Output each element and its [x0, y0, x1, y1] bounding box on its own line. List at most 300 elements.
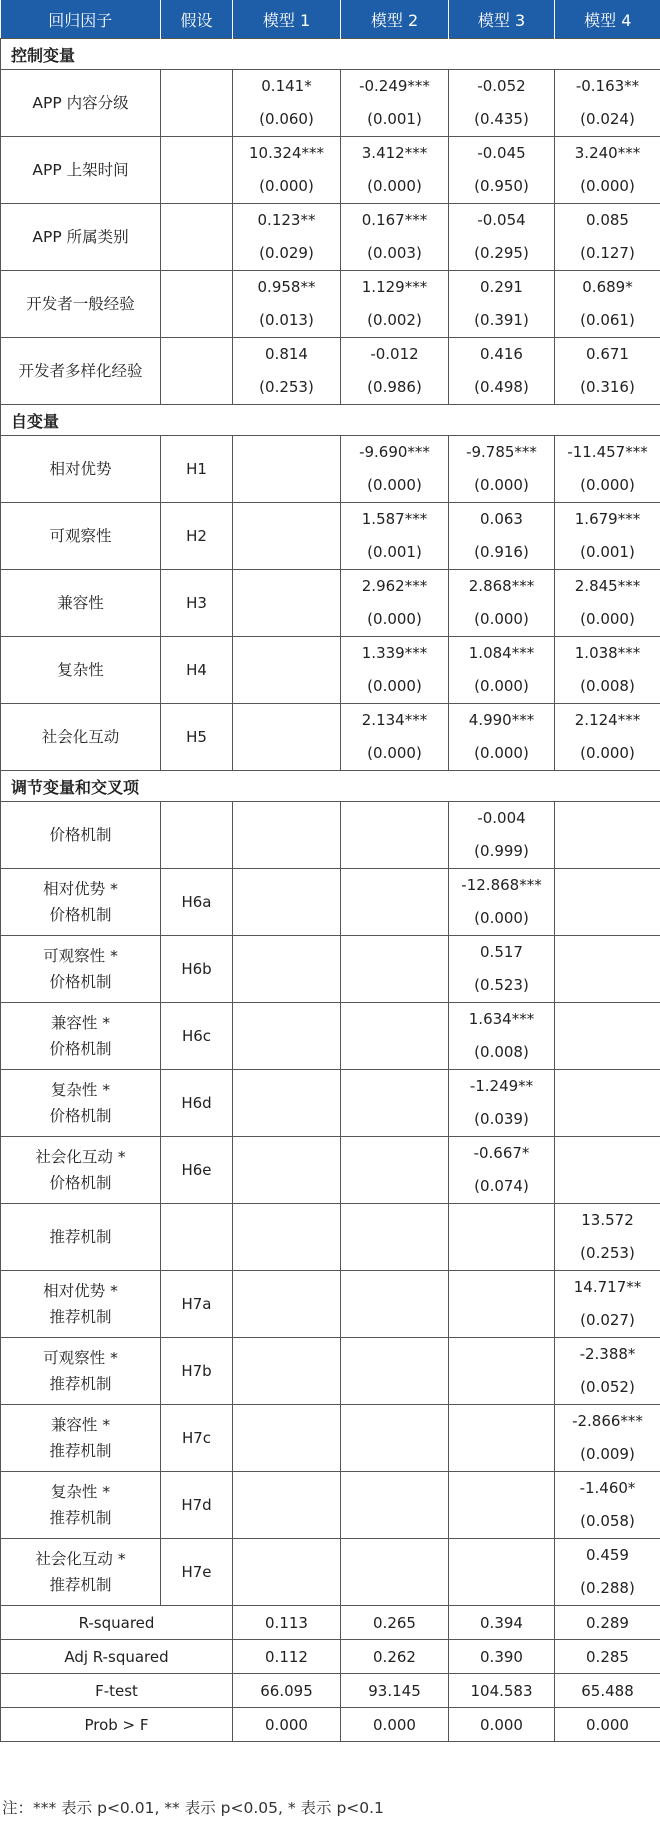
factor-label — [1, 1338, 161, 1405]
p-value: (0.000) — [367, 476, 422, 494]
model-4-cell — [555, 802, 660, 869]
coef-pair — [555, 704, 660, 770]
model-4-cell — [555, 70, 660, 137]
factor-label — [1, 204, 161, 271]
p-value: (0.435) — [474, 110, 529, 128]
coefficient: 2.845*** — [574, 577, 641, 595]
model-3-cell — [449, 1338, 555, 1405]
stat-row — [1, 1674, 660, 1708]
model-2-cell — [341, 936, 449, 1003]
coefficient: -0.163** — [575, 77, 640, 95]
coef-pair — [449, 869, 554, 935]
header-row — [1, 0, 660, 39]
p-value: (0.052) — [580, 1378, 635, 1396]
coefficient: 0.141* — [261, 77, 312, 95]
model-4-cell — [555, 637, 660, 704]
model-3-cell — [449, 570, 555, 637]
header-hypothesis: 假设 — [161, 0, 233, 39]
factor-label — [1, 503, 161, 570]
coef-pair — [555, 436, 660, 502]
coef-pair — [449, 271, 554, 337]
model-3-cell — [449, 704, 555, 771]
coef-pair — [341, 436, 448, 502]
footnote: 注：*** 表示 p<0.01, ** 表示 p<0.05, * 表示 p<0.1 — [2, 1799, 384, 1817]
coefficient: 0.689* — [582, 278, 633, 296]
p-value: (0.950) — [474, 177, 529, 195]
coef-pair — [233, 137, 340, 203]
coefficient: 0.671 — [586, 345, 629, 363]
coefficient: 0.814 — [265, 345, 308, 363]
coefficient: 1.679*** — [574, 510, 641, 528]
factor-label-line: 复杂性 * — [50, 1483, 111, 1501]
model-3-cell — [449, 204, 555, 271]
p-value: (0.986) — [367, 378, 422, 396]
hypothesis-cell: H7b — [161, 1338, 233, 1405]
coef-pair — [555, 570, 660, 636]
factor-label — [1, 1405, 161, 1472]
p-value: (0.039) — [474, 1110, 529, 1128]
p-value: (0.316) — [580, 378, 635, 396]
model-1-cell — [233, 869, 341, 936]
header-model-2: 模型 2 — [341, 0, 449, 39]
model-4-cell — [555, 1003, 660, 1070]
factor-label-line: 复杂性 * — [50, 1081, 111, 1099]
table-row — [1, 570, 660, 637]
p-value: (0.029) — [259, 244, 314, 262]
table-row — [1, 338, 660, 405]
p-value: (0.000) — [474, 909, 529, 927]
factor-label — [1, 704, 161, 771]
stat-value-model-1: 0.112 — [233, 1640, 341, 1674]
model-3-cell — [449, 1070, 555, 1137]
p-value: (0.000) — [367, 677, 422, 695]
p-value: (0.916) — [474, 543, 529, 561]
model-4-cell — [555, 704, 660, 771]
model-4-cell — [555, 338, 660, 405]
model-4-cell — [555, 1204, 660, 1271]
hypothesis-cell — [161, 271, 233, 338]
coef-pair — [449, 1070, 554, 1136]
model-3-cell — [449, 802, 555, 869]
stat-row — [1, 1606, 660, 1640]
model-3-cell — [449, 338, 555, 405]
model-1-cell — [233, 936, 341, 1003]
coef-pair — [555, 1472, 660, 1538]
model-3-cell — [449, 1472, 555, 1539]
section-title: 调节变量和交叉项 — [1, 771, 660, 802]
table-row — [1, 1539, 660, 1606]
factor-label — [1, 1271, 161, 1338]
model-2-cell — [341, 637, 449, 704]
coef-pair — [555, 204, 660, 270]
coefficient: 0.291 — [480, 278, 523, 296]
table-row — [1, 137, 660, 204]
model-1-cell — [233, 802, 341, 869]
factor-label — [1, 137, 161, 204]
hypothesis-cell: H7c — [161, 1405, 233, 1472]
factor-label-line: 开发者一般经验 — [26, 295, 135, 313]
table-row — [1, 1271, 660, 1338]
factor-label-line: 价格机制 — [49, 1107, 112, 1125]
header-factor: 回归因子 — [1, 0, 161, 39]
hypothesis-cell — [161, 338, 233, 405]
model-2-cell — [341, 1338, 449, 1405]
model-4-cell — [555, 1137, 660, 1204]
model-1-cell — [233, 1338, 341, 1405]
stat-value-model-2: 93.145 — [341, 1674, 449, 1708]
model-4-cell — [555, 1338, 660, 1405]
p-value: (0.003) — [367, 244, 422, 262]
factor-label — [1, 637, 161, 704]
coefficient: -11.457*** — [567, 443, 648, 461]
coefficient: 1.084*** — [468, 644, 535, 662]
model-3-cell — [449, 637, 555, 704]
p-value: (0.000) — [367, 610, 422, 628]
factor-label — [1, 1204, 161, 1271]
model-2-cell — [341, 1003, 449, 1070]
factor-label-line: 兼容性 * — [50, 1014, 111, 1032]
model-2-cell — [341, 436, 449, 503]
model-3-cell — [449, 1271, 555, 1338]
coefficient: 2.868*** — [468, 577, 535, 595]
p-value: (0.253) — [580, 1244, 635, 1262]
coefficient: -0.054 — [477, 211, 526, 229]
stat-value-model-1: 0.000 — [233, 1708, 341, 1742]
model-1-cell — [233, 570, 341, 637]
p-value: (0.000) — [580, 476, 635, 494]
model-4-cell — [555, 137, 660, 204]
coefficient: 0.063 — [480, 510, 523, 528]
table-row — [1, 436, 660, 503]
p-value: (0.000) — [580, 177, 635, 195]
factor-label-line: 复杂性 — [57, 661, 104, 679]
table-row — [1, 1204, 660, 1271]
factor-label-line: APP 上架时间 — [32, 161, 129, 179]
hypothesis-cell — [161, 802, 233, 869]
stat-value-model-3: 0.000 — [449, 1708, 555, 1742]
factor-label — [1, 570, 161, 637]
factor-label-line: 社会化互动 * — [35, 1550, 126, 1568]
p-value: (0.061) — [580, 311, 635, 329]
coef-pair — [555, 1338, 660, 1404]
p-value: (0.001) — [580, 543, 635, 561]
model-1-cell — [233, 704, 341, 771]
coef-pair — [233, 338, 340, 404]
factor-label-line: 社会化互动 * — [35, 1148, 126, 1166]
stat-row — [1, 1640, 660, 1674]
model-2-cell — [341, 70, 449, 137]
table-row — [1, 869, 660, 936]
coef-pair — [555, 271, 660, 337]
model-1-cell — [233, 137, 341, 204]
hypothesis-cell: H6d — [161, 1070, 233, 1137]
coef-pair — [449, 704, 554, 770]
coef-pair — [449, 570, 554, 636]
stat-label: F-test — [1, 1674, 233, 1708]
coef-pair — [233, 70, 340, 136]
coef-pair — [449, 1003, 554, 1069]
p-value: (0.001) — [367, 543, 422, 561]
coefficient: -9.690*** — [359, 443, 430, 461]
stat-value-model-4: 65.488 — [555, 1674, 660, 1708]
coefficient: 13.572 — [581, 1211, 634, 1229]
hypothesis-cell: H4 — [161, 637, 233, 704]
p-value: (0.024) — [580, 110, 635, 128]
table-row — [1, 936, 660, 1003]
coefficient: -9.785*** — [466, 443, 537, 461]
p-value: (0.000) — [367, 744, 422, 762]
factor-label-line: 兼容性 * — [50, 1416, 111, 1434]
table-row — [1, 70, 660, 137]
model-2-cell — [341, 869, 449, 936]
p-value: (0.002) — [367, 311, 422, 329]
factor-label — [1, 436, 161, 503]
hypothesis-cell: H6e — [161, 1137, 233, 1204]
p-value: (0.127) — [580, 244, 635, 262]
header-model-4: 模型 4 — [555, 0, 660, 39]
coefficient: -0.012 — [370, 345, 419, 363]
section-row — [1, 39, 660, 70]
p-value: (0.000) — [474, 744, 529, 762]
model-4-cell — [555, 936, 660, 1003]
coef-pair — [449, 70, 554, 136]
model-1-cell — [233, 1070, 341, 1137]
factor-label-line: 可观察性 * — [43, 1349, 118, 1367]
coefficient: 0.958** — [257, 278, 316, 296]
table-body — [1, 39, 660, 1742]
model-4-cell — [555, 503, 660, 570]
table-row — [1, 1137, 660, 1204]
factor-label — [1, 1003, 161, 1070]
model-2-cell — [341, 1472, 449, 1539]
coef-pair — [555, 503, 660, 569]
table-row — [1, 637, 660, 704]
p-value: (0.000) — [580, 610, 635, 628]
factor-label-line: 价格机制 — [49, 826, 112, 844]
hypothesis-cell — [161, 137, 233, 204]
model-3-cell — [449, 137, 555, 204]
coef-pair — [341, 137, 448, 203]
model-2-cell — [341, 704, 449, 771]
model-1-cell — [233, 271, 341, 338]
coef-pair — [555, 637, 660, 703]
coefficient: 10.324*** — [249, 144, 324, 162]
coef-pair — [555, 70, 660, 136]
hypothesis-cell: H6c — [161, 1003, 233, 1070]
model-4-cell — [555, 204, 660, 271]
coefficient: 3.240*** — [574, 144, 641, 162]
p-value: (0.498) — [474, 378, 529, 396]
coef-pair — [341, 338, 448, 404]
coef-pair — [341, 271, 448, 337]
stat-value-model-1: 0.113 — [233, 1606, 341, 1640]
model-2-cell — [341, 137, 449, 204]
model-3-cell — [449, 1405, 555, 1472]
coefficient: 14.717** — [573, 1278, 642, 1296]
model-1-cell — [233, 1003, 341, 1070]
p-value: (0.000) — [580, 744, 635, 762]
factor-label-line: 推荐机制 — [49, 1576, 112, 1594]
coefficient: 1.634*** — [468, 1010, 535, 1028]
factor-label-line: 推荐机制 — [49, 1375, 112, 1393]
stat-value-model-4: 0.285 — [555, 1640, 660, 1674]
hypothesis-cell: H2 — [161, 503, 233, 570]
stat-value-model-1: 66.095 — [233, 1674, 341, 1708]
model-3-cell — [449, 1204, 555, 1271]
coefficient: -0.004 — [477, 809, 526, 827]
coef-pair — [555, 1271, 660, 1337]
section-title: 控制变量 — [1, 39, 660, 70]
model-4-cell — [555, 436, 660, 503]
p-value: (0.027) — [580, 1311, 635, 1329]
coefficient: 4.990*** — [468, 711, 535, 729]
coef-pair — [341, 570, 448, 636]
model-4-cell — [555, 271, 660, 338]
model-2-cell — [341, 1405, 449, 1472]
factor-label-line: 相对优势 * — [43, 1282, 118, 1300]
model-1-cell — [233, 338, 341, 405]
coef-pair — [449, 137, 554, 203]
coefficient: 0.416 — [480, 345, 523, 363]
model-3-cell — [449, 70, 555, 137]
factor-label-line: 价格机制 — [49, 1174, 112, 1192]
model-2-cell — [341, 1070, 449, 1137]
model-4-cell — [555, 1472, 660, 1539]
hypothesis-cell: H5 — [161, 704, 233, 771]
model-1-cell — [233, 70, 341, 137]
hypothesis-cell: H6b — [161, 936, 233, 1003]
factor-label-line: 可观察性 * — [43, 947, 118, 965]
coefficient: 0.085 — [586, 211, 629, 229]
stat-value-model-2: 0.000 — [341, 1708, 449, 1742]
stat-value-model-2: 0.265 — [341, 1606, 449, 1640]
factor-label-line: 价格机制 — [49, 973, 112, 991]
coefficient: -1.460* — [579, 1479, 636, 1497]
p-value: (0.523) — [474, 976, 529, 994]
factor-label-line: 推荐机制 — [49, 1228, 112, 1246]
coef-pair — [233, 271, 340, 337]
model-2-cell — [341, 338, 449, 405]
coefficient: 0.123** — [257, 211, 316, 229]
coefficient: -2.388* — [579, 1345, 636, 1363]
p-value: (0.288) — [580, 1579, 635, 1597]
table-row — [1, 1070, 660, 1137]
section-row — [1, 771, 660, 802]
model-3-cell — [449, 936, 555, 1003]
coef-pair — [449, 637, 554, 703]
factor-label — [1, 338, 161, 405]
p-value: (0.000) — [259, 177, 314, 195]
coefficient: 3.412*** — [361, 144, 428, 162]
table-row — [1, 1405, 660, 1472]
hypothesis-cell — [161, 204, 233, 271]
factor-label — [1, 1539, 161, 1606]
model-3-cell — [449, 503, 555, 570]
coefficient: 1.038*** — [574, 644, 641, 662]
coef-pair — [341, 704, 448, 770]
stat-value-model-4: 0.289 — [555, 1606, 660, 1640]
stat-value-model-3: 0.390 — [449, 1640, 555, 1674]
stat-label: R-squared — [1, 1606, 233, 1640]
hypothesis-cell — [161, 1204, 233, 1271]
p-value: (0.295) — [474, 244, 529, 262]
factor-label — [1, 1137, 161, 1204]
model-1-cell — [233, 1472, 341, 1539]
model-4-cell — [555, 1539, 660, 1606]
hypothesis-cell: H3 — [161, 570, 233, 637]
coefficient: -1.249** — [469, 1077, 534, 1095]
factor-label-line: 开发者多样化经验 — [18, 362, 143, 380]
model-1-cell — [233, 637, 341, 704]
table-row — [1, 271, 660, 338]
coef-pair — [449, 204, 554, 270]
model-2-cell — [341, 1137, 449, 1204]
model-2-cell — [341, 570, 449, 637]
factor-label — [1, 70, 161, 137]
model-4-cell — [555, 1271, 660, 1338]
header-model-3: 模型 3 — [449, 0, 555, 39]
coef-pair — [555, 338, 660, 404]
model-1-cell — [233, 1137, 341, 1204]
hypothesis-cell: H7e — [161, 1539, 233, 1606]
table-row — [1, 802, 660, 869]
coef-pair — [449, 936, 554, 1002]
coef-pair — [233, 204, 340, 270]
coefficient: -0.045 — [477, 144, 526, 162]
coef-pair — [555, 137, 660, 203]
stat-value-model-4: 0.000 — [555, 1708, 660, 1742]
p-value: (0.009) — [580, 1445, 635, 1463]
coefficient: 2.962*** — [361, 577, 428, 595]
section-title: 自变量 — [1, 405, 660, 436]
coefficient: 1.129*** — [361, 278, 428, 296]
p-value: (0.008) — [474, 1043, 529, 1061]
model-2-cell — [341, 204, 449, 271]
factor-label — [1, 869, 161, 936]
factor-label — [1, 802, 161, 869]
factor-label-line: 可观察性 — [49, 527, 112, 545]
p-value: (0.000) — [474, 677, 529, 695]
table-row — [1, 503, 660, 570]
coefficient: 1.587*** — [361, 510, 428, 528]
model-4-cell — [555, 1405, 660, 1472]
model-2-cell — [341, 1539, 449, 1606]
coefficient: 0.167*** — [361, 211, 428, 229]
model-2-cell — [341, 802, 449, 869]
coefficient: 2.134*** — [361, 711, 428, 729]
coef-pair — [341, 204, 448, 270]
p-value: (0.001) — [367, 110, 422, 128]
coefficient: -0.667* — [473, 1144, 530, 1162]
model-1-cell — [233, 1405, 341, 1472]
coefficient: 0.517 — [480, 943, 523, 961]
model-4-cell — [555, 1070, 660, 1137]
table-row — [1, 704, 660, 771]
model-2-cell — [341, 271, 449, 338]
coefficient: -0.249*** — [359, 77, 430, 95]
stat-value-model-3: 0.394 — [449, 1606, 555, 1640]
factor-label-line: 价格机制 — [49, 1040, 112, 1058]
p-value: (0.013) — [259, 311, 314, 329]
hypothesis-cell: H6a — [161, 869, 233, 936]
model-1-cell — [233, 436, 341, 503]
table-row — [1, 204, 660, 271]
table-row — [1, 1472, 660, 1539]
model-3-cell — [449, 1003, 555, 1070]
hypothesis-cell: H7d — [161, 1472, 233, 1539]
model-1-cell — [233, 503, 341, 570]
header-model-1: 模型 1 — [233, 0, 341, 39]
